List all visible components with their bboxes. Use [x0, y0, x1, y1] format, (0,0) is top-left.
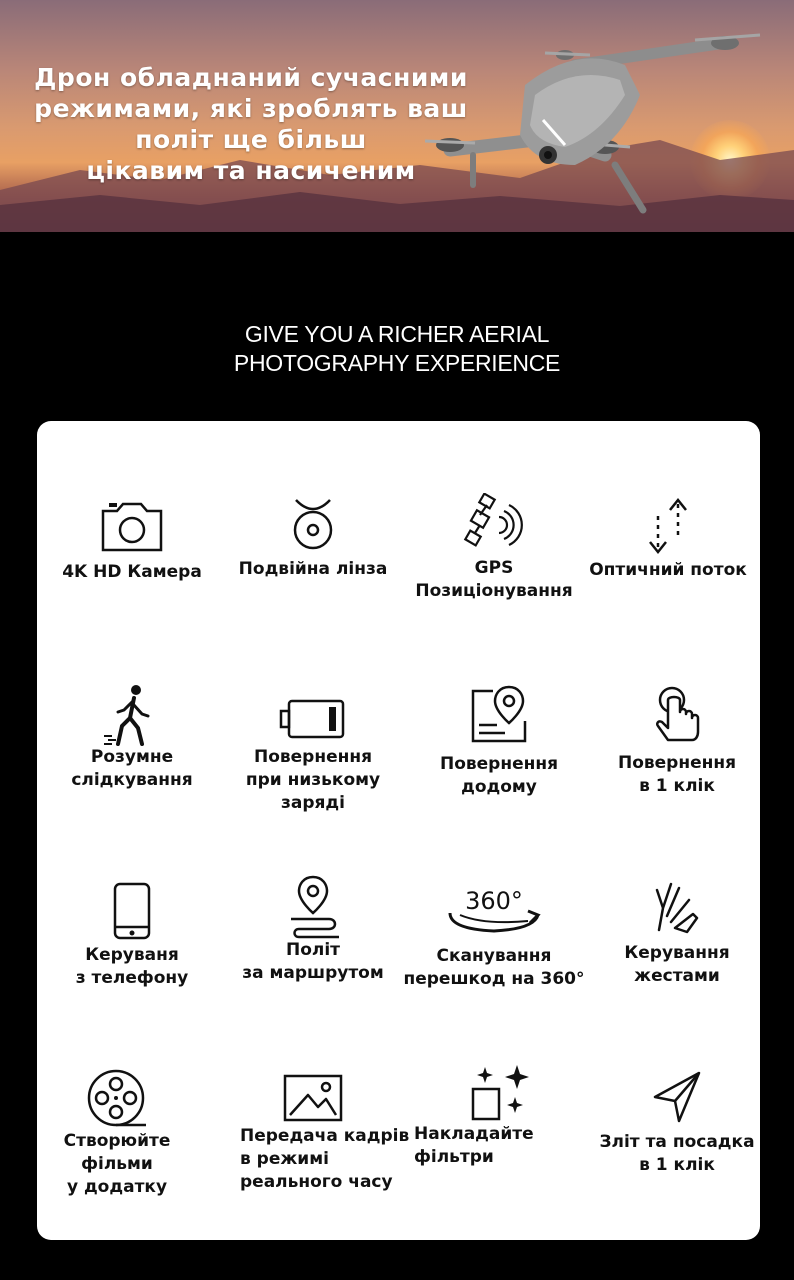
- feature-item: [37, 501, 227, 584]
- one-click-icon: [652, 686, 702, 744]
- headline-line: цікавим та насиченим: [86, 156, 416, 185]
- takeoff-landing-icon: [651, 1069, 703, 1125]
- low-battery-icon: [279, 697, 347, 741]
- dual-lens-icon: [288, 498, 338, 550]
- feature-item: [37, 881, 227, 990]
- headline-line: Дрон обладнаний сучасними: [34, 63, 468, 92]
- feature-label: Сканування перешкод на 360°: [403, 946, 585, 989]
- filters-sparkle-icon: [465, 1063, 529, 1123]
- film-reel-icon: [86, 1068, 148, 1130]
- feature-label: Подвійна лінза: [238, 559, 388, 579]
- subtitle-line: GIVE YOU A RICHER AERIAL: [244, 321, 550, 347]
- feature-item: [402, 1063, 592, 1169]
- feature-item: [582, 880, 772, 988]
- feature-label: Керуваня з телефону: [75, 945, 189, 988]
- feature-item: [218, 498, 408, 581]
- feature-item: [573, 496, 763, 582]
- feature-label: Керування жестами: [624, 943, 730, 986]
- subtitle-line: PHOTOGRAPHY EXPERIENCE: [233, 350, 561, 376]
- feature-label: Повернення в 1 клік: [617, 753, 737, 796]
- gps-satellite-icon: [461, 493, 527, 555]
- feature-item: [218, 1073, 408, 1194]
- camera-icon: [99, 501, 165, 553]
- scan-360-text: 360°: [465, 887, 523, 915]
- feature-label: Накладайте фільтри: [414, 1124, 534, 1167]
- image-transfer-icon: [282, 1073, 344, 1123]
- headline-line: режимами, які зроблять ваш: [34, 94, 468, 123]
- feature-item: [37, 684, 227, 792]
- feature-label: GPS Позиціонування: [415, 558, 573, 601]
- hero-banner: [0, 0, 794, 232]
- feature-label: Розумне слідкування: [71, 747, 193, 790]
- feature-label: Створюйте фільми у додатку: [63, 1131, 171, 1197]
- drone-image: [425, 25, 765, 225]
- feature-item: [582, 1069, 772, 1177]
- feature-label: Повернення при низькому заряді: [245, 747, 381, 813]
- feature-item: [218, 873, 408, 985]
- scan-360-icon: [444, 881, 544, 937]
- feature-label: Передача кадрів в режимі реального часу: [240, 1126, 410, 1192]
- follow-person-icon: [102, 684, 162, 746]
- feature-item: [218, 697, 408, 815]
- optical-flow-icon: [638, 496, 698, 554]
- phone-icon: [112, 881, 152, 941]
- feature-label: Оптичний поток: [589, 560, 747, 580]
- subtitle: [0, 320, 794, 378]
- gesture-hand-icon: [649, 880, 705, 936]
- feature-item: [582, 686, 772, 798]
- feature-label: 4K HD Камера: [62, 562, 202, 582]
- feature-item: [404, 685, 594, 799]
- feature-item: [399, 881, 589, 991]
- features-card: [37, 421, 760, 1240]
- route-icon: [281, 873, 345, 939]
- feature-item: [22, 1068, 212, 1199]
- headline-line: політ ще більш: [135, 125, 367, 154]
- feature-label: Політ за маршрутом: [242, 940, 384, 983]
- feature-label: Зліт та посадка в 1 клік: [599, 1132, 755, 1175]
- feature-item: [399, 493, 589, 603]
- return-home-icon: [469, 685, 529, 743]
- feature-label: Повернення додому: [439, 754, 559, 797]
